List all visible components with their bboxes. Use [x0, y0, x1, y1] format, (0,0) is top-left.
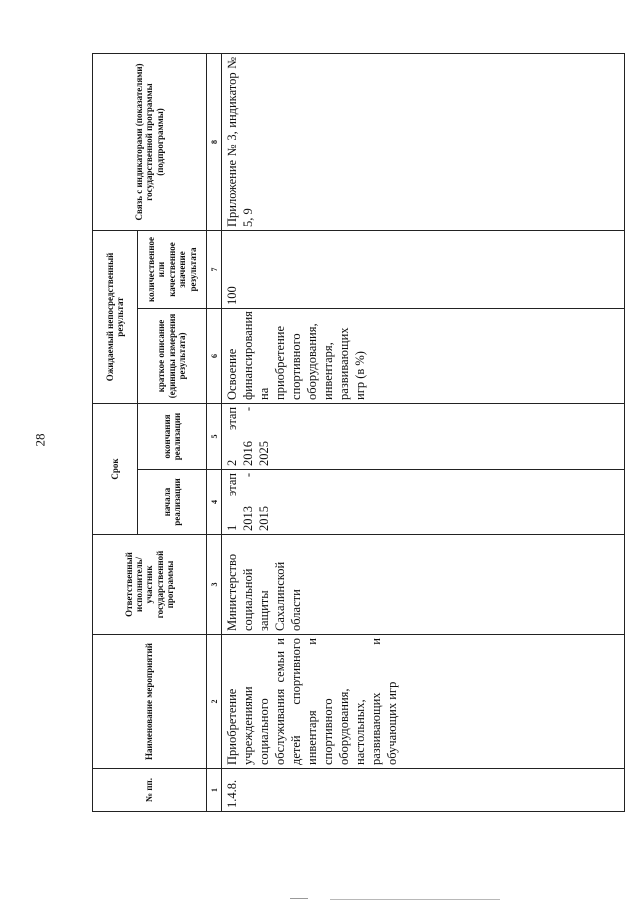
col-number: 4	[207, 470, 222, 535]
col-number: 6	[207, 308, 222, 403]
col-number: 1	[207, 769, 222, 812]
header-term: Срок	[93, 403, 138, 534]
page-number: 28	[32, 433, 48, 447]
scan-mark	[330, 899, 500, 900]
row-num: 1.4.8.	[222, 769, 625, 812]
row-responsible: Министерство социальной защиты Сахалинской области	[222, 535, 625, 635]
header-term-start: начала реализации	[138, 470, 207, 535]
header-num: № пп.	[93, 769, 207, 812]
header-responsible: Ответственный исполнитель/ участник государственной программы	[93, 535, 207, 635]
col-number: 3	[207, 535, 222, 635]
row-name: Приобретение учреждениями социального обслуживания семьи и детей спортивного инвентаря и спортивного оборудования, настольных, развивающих и обучающих игр	[222, 635, 625, 769]
col-number: 8	[207, 53, 222, 230]
scan-mark	[290, 898, 308, 899]
measures-table	[92, 53, 625, 812]
row-result-desc: Освоение финансирования на приобретение спортивного оборудования, инвентаря, развивающих игр (в %)	[222, 308, 625, 403]
row-link: Приложение № 3, индикатор № 5, 9	[222, 53, 625, 230]
col-number: 2	[207, 635, 222, 769]
header-result-value: количественное или качественное значение результата	[138, 230, 207, 308]
table-row	[222, 53, 625, 811]
header-result-desc: краткое описание (единицы измерения результата)	[138, 308, 207, 403]
row-term-end: 2 этап 2016 - 2025	[222, 403, 625, 469]
col-number: 7	[207, 230, 222, 308]
header-link: Связь с индикаторами (показателями) государственной программы (подпрограммы)	[93, 53, 207, 230]
row-result-value: 100	[222, 230, 625, 308]
header-term-end: окончания реализации	[138, 403, 207, 469]
header-name: Наименование мероприятий	[93, 635, 207, 769]
col-number: 5	[207, 403, 222, 469]
rotated-page	[92, 54, 625, 812]
row-term-start: 1 этап 2013 - 2015	[222, 470, 625, 535]
header-result: Ожидаемый непосредственный результат	[93, 230, 138, 403]
